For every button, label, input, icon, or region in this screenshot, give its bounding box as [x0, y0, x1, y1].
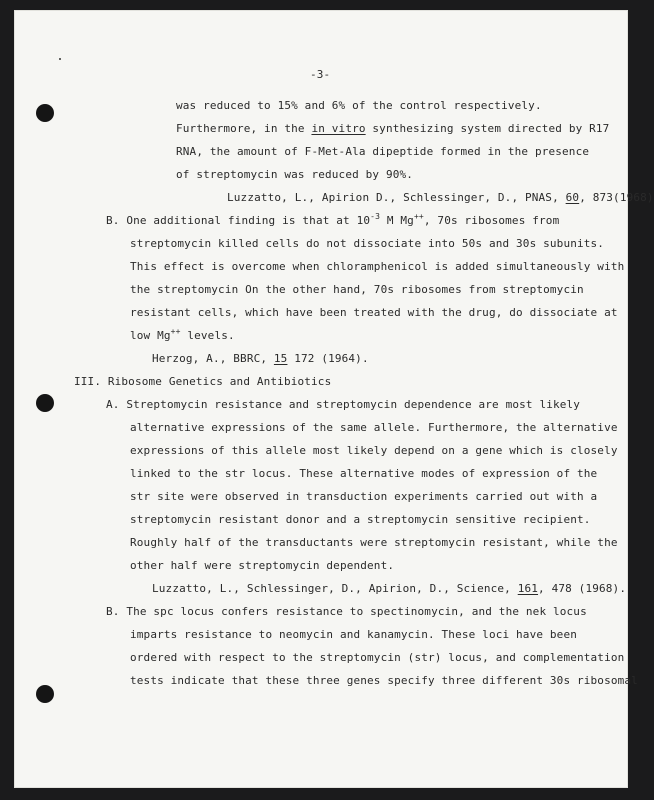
citation: Luzzatto, L., Apirion D., Schlessinger, D., PNAS, 60, 873(1968) — [227, 191, 654, 204]
text-line: RNA, the amount of F-Met-Ala dipeptide formed in the presence — [176, 145, 590, 158]
binder-hole-top — [36, 104, 54, 122]
text-line: other half were streptomycin dependent. — [130, 559, 395, 572]
section-heading: III. Ribosome Genetics and Antibiotics — [74, 375, 332, 388]
text-line: imparts resistance to neomycin and kanamycin. These loci have been — [130, 628, 577, 641]
text-line: A. Streptomycin resistance and streptomycin dependence are most likely — [106, 398, 581, 411]
text-line: str site were observed in transduction experiments carried out with a — [130, 490, 598, 503]
ink-speck — [59, 58, 61, 60]
italic-term-underlined: in vitro — [311, 122, 366, 135]
text-line: Furthermore, in the in vitro synthesizing system directed by R17 — [176, 122, 610, 135]
document-page — [14, 10, 654, 788]
text-line: of streptomycin was reduced by 90%. — [176, 168, 414, 181]
text-line: linked to the str locus. These alternative modes of expression of the — [130, 467, 598, 480]
text-line: the streptomycin On the other hand, 70s ribosomes from streptomycin — [130, 283, 584, 296]
text-line: was reduced to 15% and 6% of the control respectively. — [176, 99, 542, 112]
text-line: B. The spc locus confers resistance to spectinomycin, and the nek locus — [106, 605, 587, 618]
text-line: streptomycin resistant donor and a streptomycin sensitive recipient. — [130, 513, 591, 526]
citation: Luzzatto, L., Schlessinger, D., Apirion, D., Science, 161, 478 (1968). — [152, 582, 627, 595]
text-line: streptomycin killed cells do not dissociate into 50s and 30s subunits. — [130, 237, 605, 250]
text-line: ordered with respect to the streptomycin (str) locus, and complementation — [130, 651, 625, 664]
citation: Herzog, A., BBRC, 15 172 (1964). — [152, 352, 369, 365]
text-line: resistant cells, which have been treated with the drug, do dissociate at — [130, 306, 618, 319]
binder-hole-bottom — [36, 685, 54, 703]
text-line: alternative expressions of the same allele. Furthermore, the alternative — [130, 421, 618, 434]
text-line: This effect is overcome when chloramphenicol is added simultaneously with — [130, 260, 625, 273]
text-line: tests indicate that these three genes specify three different 30s ribosomal — [130, 674, 638, 687]
text-line: B. One additional finding is that at $10^{-3}$ M Mg++, 70s ribosomes from — [106, 212, 560, 227]
text-line: expressions of this allele most likely depend on a gene which is closely — [130, 444, 618, 457]
page-number: -3- — [310, 68, 331, 81]
binder-hole-middle — [36, 394, 54, 412]
text-line: Roughly half of the transductants were streptomycin resistant, while the — [130, 536, 618, 549]
text-line: low Mg++ levels. — [130, 327, 235, 342]
